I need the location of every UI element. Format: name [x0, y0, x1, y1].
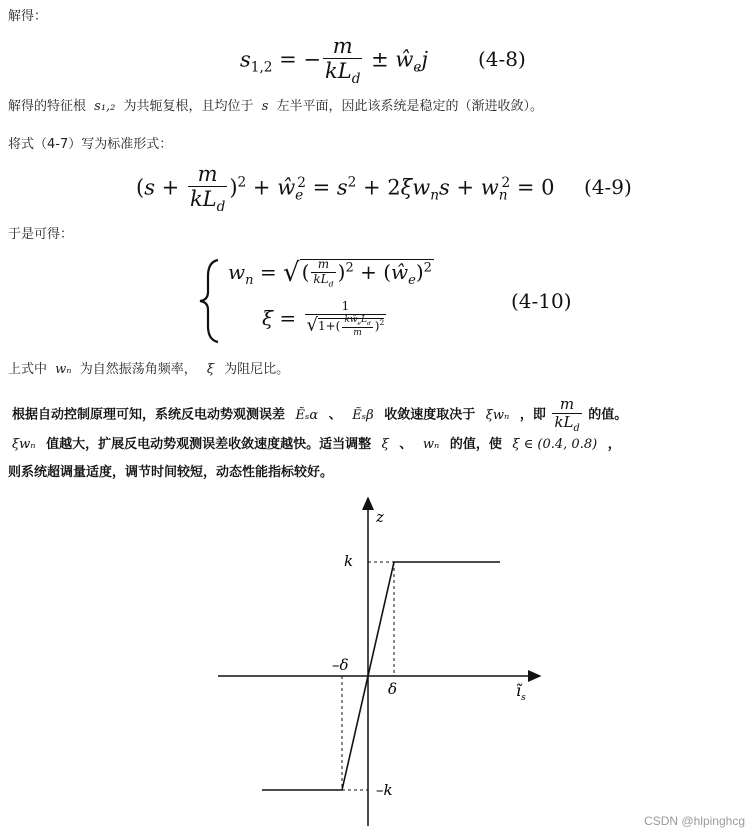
text-standard-form: 将式（4-7）写为标准形式： — [8, 137, 173, 152]
text-bold-line-2: ξwₙ 值越大，扩展反电动势观测误差收敛速度越快。适当调整 ξ 、 wₙ 的值，使 ξ ∈ (0.4, 0.8) ， — [12, 437, 621, 452]
text-bold-line-3: 则系统超调量适度，调节时间较短，动态性能指标较好。 — [8, 465, 334, 480]
label-neg-delta: –δ — [332, 656, 349, 674]
label-delta: δ — [388, 680, 398, 698]
equation-4-10-xi: ξ = 1 √1+( $\frac{kŵ_eL_d}{m}$ )$^2$ — [262, 299, 385, 339]
saturation-function-figure — [210, 490, 550, 830]
label-k: k — [344, 552, 354, 570]
text-solve-label: 解得： — [8, 9, 48, 24]
equation-number-4-9: (4-9) — [584, 175, 632, 199]
equation-4-8: $s_{1,2}$ = − $\frac{m}{kL_d}$ ± $ŵ_ej$ — [240, 34, 428, 88]
text-natural-frequency: 上式中 wₙ 为自然振荡角频率， ξ 为阻尼比。 — [8, 362, 290, 377]
equation-4-9: (s + $\frac{m}{kL_d}$ )$^2 + ŵ_e^2 = s^2 + 2\xi w_ns + w_n^2 = 0$ — [136, 162, 555, 216]
text-thus: 于是可得： — [8, 227, 74, 242]
equation-number-4-10: (4-10) — [511, 289, 572, 313]
label-z: z — [376, 508, 384, 526]
text-bold-line-1: 根据自动控制原理可知，系统反电动势观测误差 Ẽₛα 、 Ẽₛβ 收敛速度取决于 ξwₙ ，即 $\frac{m}{kL_d}$ 的值。 — [12, 395, 628, 435]
left-brace — [196, 256, 226, 346]
equation-4-10-wn: $w_n$ = √ ( $\frac{m}{kL_d}$ )$^2 + (ŵ_e)^2$ — [228, 257, 432, 289]
label-i-s: $ĩ_s$ — [516, 681, 526, 703]
text-characteristic-roots: 解得的特征根 s₁,₂ 为共轭复根，且均位于 s 左半平面，因此该系统是稳定的（渐进收敛）。 — [8, 99, 544, 114]
equation-number-4-8: (4-8) — [478, 47, 526, 71]
label-neg-k: –k — [376, 781, 393, 799]
watermark: CSDN @hlpinghcg — [644, 814, 745, 828]
